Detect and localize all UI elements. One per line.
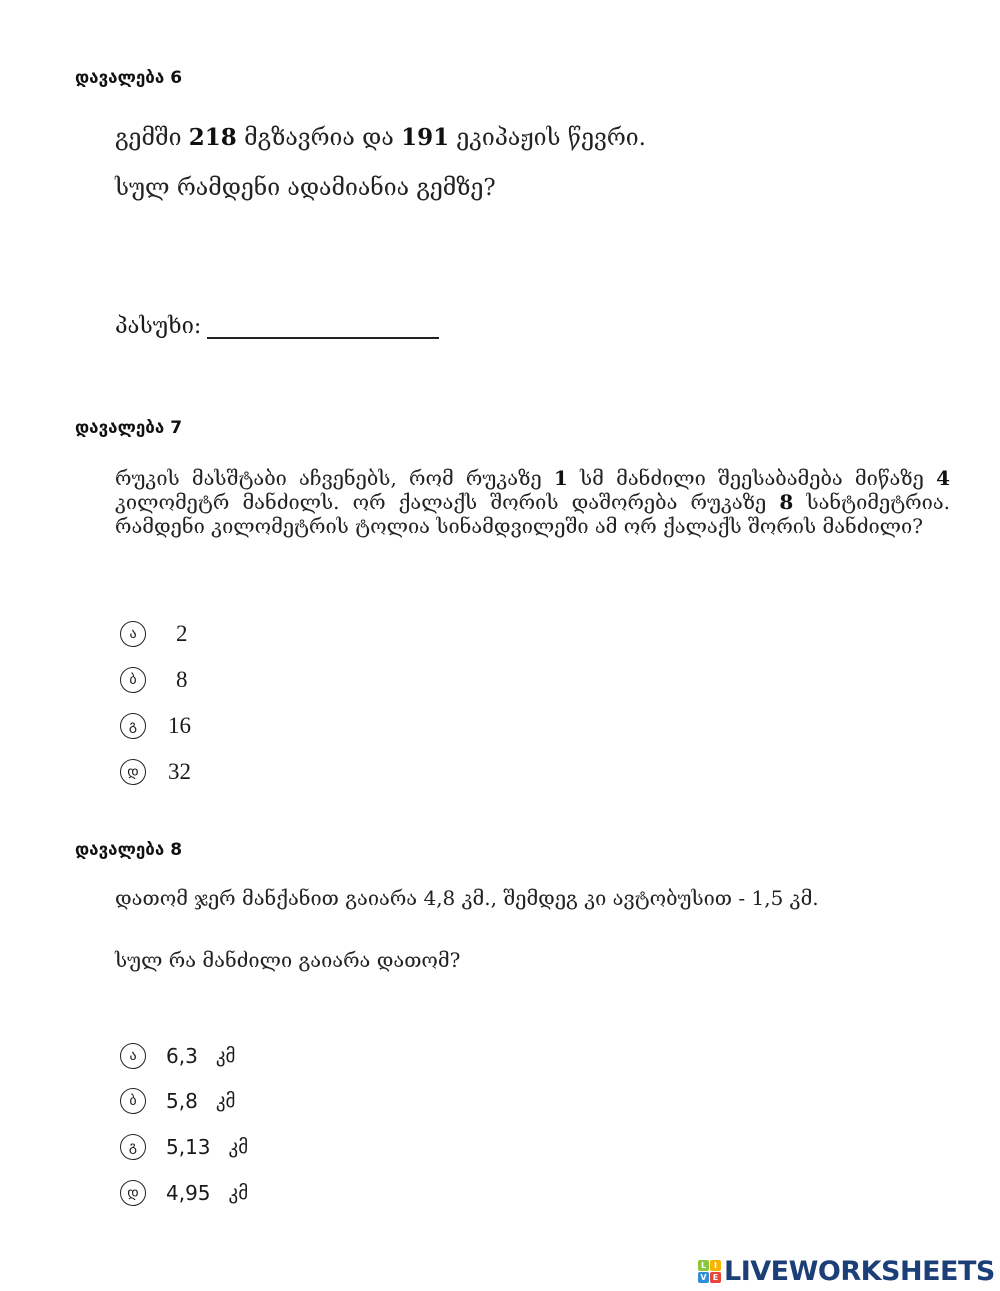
option-radio-d[interactable]: დ <box>120 1180 146 1206</box>
task-6-question-line-1 <box>115 124 646 152</box>
task-8-option-a[interactable] <box>120 1043 235 1069</box>
answer-input[interactable] <box>207 313 439 339</box>
task-8-question-line-2: სულ რა მანძილი გაიარა დათომ? <box>115 948 461 972</box>
option-value: 8 <box>176 667 188 692</box>
task-7-title: დავალება 7 <box>75 418 183 438</box>
option-value: 6,3 <box>166 1044 198 1068</box>
option-value: 4,95 <box>166 1181 211 1205</box>
option-unit: კმ <box>228 1136 249 1158</box>
task-7-option-d[interactable] <box>120 759 191 785</box>
task-8-option-c[interactable] <box>120 1134 248 1160</box>
option-value: 16 <box>168 713 191 738</box>
task-8-question-line-1: დათომ ჯერ მანქანით გაიარა 4,8 კმ., შემდეგ კი ავტობუსით - 1,5 კმ. <box>115 886 819 910</box>
logo-text: LIVEWORKSHEETS <box>724 1256 995 1287</box>
option-value: 5,13 <box>166 1135 211 1159</box>
number-cm: 1 <box>553 466 568 490</box>
option-radio-b[interactable]: ბ <box>120 667 146 693</box>
live-tiles-icon <box>698 1260 721 1283</box>
option-unit: კმ <box>215 1090 236 1112</box>
text-segment: გემში <box>115 125 189 151</box>
tile-e: E <box>710 1272 721 1283</box>
answer-label: პასუხი: <box>115 314 202 339</box>
option-radio-c[interactable]: გ <box>120 1134 146 1160</box>
option-unit: კმ <box>215 1045 236 1067</box>
number-km: 4 <box>936 466 950 490</box>
option-value: 5,8 <box>166 1089 198 1113</box>
option-value: 2 <box>176 621 188 646</box>
task-7-option-b[interactable] <box>120 667 188 693</box>
task-7-option-a[interactable] <box>120 621 188 647</box>
option-radio-d[interactable]: დ <box>120 759 146 785</box>
task-6-question-line-2: სულ რამდენი ადამიანია გემზე? <box>115 175 496 201</box>
option-value: 32 <box>168 759 191 784</box>
number-crew: 191 <box>401 124 450 151</box>
number-map-distance: 8 <box>779 490 794 514</box>
task-7-question <box>115 466 950 538</box>
option-radio-a[interactable]: ა <box>120 621 146 647</box>
text-segment: კილომეტრ მანძილს. ორ ქალაქს შორის დაშორება რუკაზე <box>115 490 780 514</box>
text-segment: ეკიპაჟის წევრი. <box>449 125 646 151</box>
option-radio-a[interactable]: ა <box>120 1043 146 1069</box>
text-segment: მგზავრია და <box>236 125 402 151</box>
liveworksheets-logo <box>698 1256 995 1287</box>
task-6-title: დავალება 6 <box>75 68 183 88</box>
option-radio-b[interactable]: ბ <box>120 1088 146 1114</box>
text-segment: სანტიმეტრია. რამდენი კილომეტრის ტოლია სინამდვილეში ამ ორ ქალაქს შორის მანძილი? <box>115 490 950 538</box>
option-radio-c[interactable]: გ <box>120 713 146 739</box>
tile-l: L <box>698 1260 709 1271</box>
tile-i: I <box>710 1260 721 1271</box>
task-8-title: დავალება 8 <box>75 840 183 860</box>
task-8-option-d[interactable] <box>120 1180 248 1206</box>
task-7-option-c[interactable] <box>120 713 191 739</box>
text-segment: სმ მანძილი შეესაბამება მიწაზე <box>567 466 937 490</box>
task-8-option-b[interactable] <box>120 1088 235 1114</box>
task-6-answer-row <box>115 313 439 339</box>
number-passengers: 218 <box>188 124 237 151</box>
tile-v: V <box>698 1272 709 1283</box>
option-unit: კმ <box>228 1182 249 1204</box>
text-segment: რუკის მასშტაბი აჩვენებს, რომ რუკაზე <box>115 466 554 490</box>
